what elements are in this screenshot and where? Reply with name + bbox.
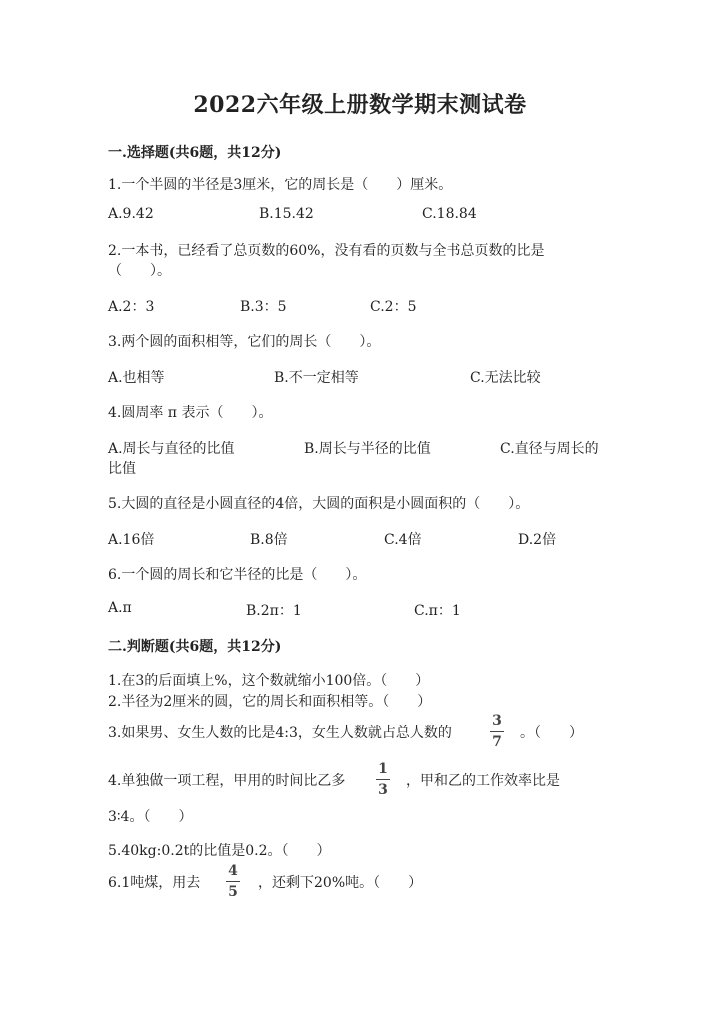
- fraction-numerator: 1: [378, 761, 388, 777]
- question-6-option-b: B.2π：1: [246, 603, 302, 619]
- judgment-4-text: 4.单独做一项工程，甲用的时间比乙多: [108, 773, 346, 789]
- fraction-numerator: 3: [492, 713, 502, 729]
- question-2-option-b: B.3：5: [240, 299, 287, 315]
- question-5-stem: 5.大圆的直径是小圆直径的4倍，大圆的面积是小圆面积的（ ）。: [108, 496, 530, 512]
- question-5-option-b: B.8倍: [250, 532, 288, 548]
- section-heading-judgment: 二.判断题(共6题，共12分): [108, 639, 282, 655]
- fraction-denominator: 5: [228, 884, 238, 900]
- question-3-stem: 3.两个圆的面积相等，它们的周长（ ）。: [108, 334, 381, 350]
- question-1-option-a: A.9.42: [108, 206, 154, 222]
- question-4-option-c: C.直径与周长的: [500, 441, 599, 457]
- section-heading-choice: 一.选择题(共6题，共12分): [108, 145, 282, 161]
- judgment-3-text-after: 。（ ）: [520, 725, 583, 741]
- question-3-option-c: C.无法比较: [470, 370, 541, 386]
- question-2-stem: 2.一本书，已经看了总页数的60%，没有看的页数与全书总页数的比是: [108, 243, 545, 259]
- judgment-6-text-after: ，还剩下20%吨。（ ）: [258, 875, 423, 891]
- fraction-denominator: 7: [492, 734, 502, 750]
- question-1-option-b: B.15.42: [259, 206, 314, 222]
- judgment-4-text-after: ，甲和乙的工作效率比是: [406, 773, 560, 789]
- fraction-numerator: 4: [228, 863, 238, 879]
- judgment-5: 5.40kg:0.2t的比值是0.2。（ ）: [108, 843, 331, 859]
- question-6-option-c: C.π：1: [414, 603, 461, 619]
- question-5-option-a: A.16倍: [108, 532, 155, 548]
- question-2-stem-cont: （ ）。: [108, 263, 171, 279]
- judgment-6-fraction: [224, 863, 242, 900]
- judgment-2: 2.半径为2厘米的圆，它的周长和面积相等。（ ）: [108, 694, 432, 710]
- question-2-option-a: A.2：3: [108, 299, 155, 315]
- fraction-denominator: 3: [378, 782, 388, 798]
- judgment-4-text-cont: 3∶4。（ ）: [108, 809, 193, 825]
- judgment-6-text: 6.1吨煤，用去: [108, 875, 201, 891]
- question-1-option-c: C.18.84: [422, 206, 477, 222]
- page-title: 2022六年级上册数学期末测试卷: [193, 92, 527, 118]
- question-4-option-a: A.周长与直径的比值: [108, 441, 235, 457]
- question-4-option-c-cont: 比值: [108, 461, 136, 477]
- question-5-option-c: C.4倍: [384, 532, 422, 548]
- question-4-stem: 4.圆周率 π 表示（ ）。: [108, 405, 273, 421]
- judgment-1: 1.在3的后面填上%，这个数就缩小100倍。（ ）: [108, 673, 430, 689]
- question-6-stem: 6.一个圆的周长和它半径的比是（ ）。: [108, 567, 367, 583]
- question-2-option-c: C.2：5: [370, 299, 417, 315]
- question-1-stem: 1.一个半圆的半径是3厘米，它的周长是（ ）厘米。: [108, 177, 453, 193]
- question-5-option-d: D.2倍: [518, 532, 557, 548]
- question-6-option-a: A.π: [108, 600, 132, 616]
- question-3-option-b: B.不一定相等: [274, 370, 359, 386]
- question-3-option-a: A.也相等: [108, 370, 165, 386]
- judgment-3-fraction: [488, 713, 506, 750]
- judgment-4-fraction: [374, 761, 392, 798]
- question-4-option-b: B.周长与半径的比值: [304, 441, 431, 457]
- judgment-3-text: 3.如果男、女生人数的比是4:3，女生人数就占总人数的: [108, 725, 452, 741]
